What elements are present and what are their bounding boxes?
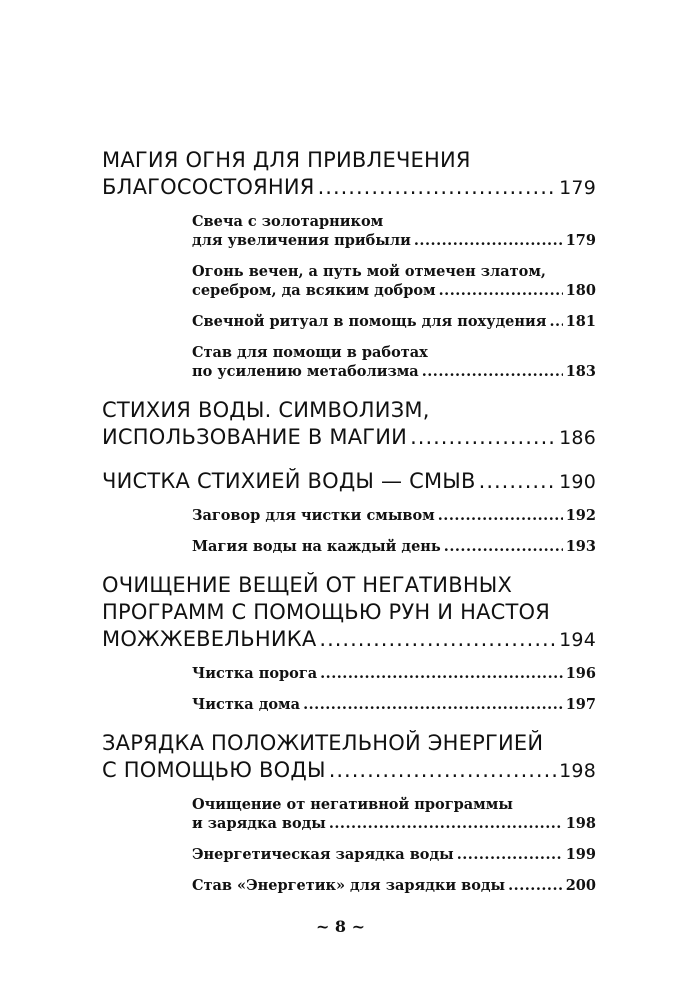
chapter-page-number: 186 [559, 427, 596, 449]
chapter-entry [102, 424, 596, 452]
chapter-entry [102, 468, 596, 496]
toc-chapter [102, 730, 596, 785]
dot-leader [444, 537, 563, 556]
dot-leader [318, 174, 557, 201]
toc-chapter [102, 147, 596, 202]
section-page-number: 196 [565, 665, 596, 682]
toc-section [192, 212, 596, 250]
section-page-number: 183 [565, 363, 596, 380]
toc-section [192, 695, 596, 714]
section-title-line: Став «Энергетик» для зарядки воды [192, 877, 506, 894]
toc-section [192, 343, 596, 381]
dot-leader [329, 814, 563, 833]
section-title-line: серебром, да всяким добром [192, 282, 436, 299]
chapter-page-number: 190 [559, 471, 596, 493]
dot-leader [508, 876, 563, 895]
dot-leader [303, 695, 563, 714]
dot-leader [457, 845, 563, 864]
dot-leader [320, 664, 563, 683]
dot-leader [414, 231, 563, 250]
section-title-line: и зарядка воды [192, 815, 326, 832]
section-title-line: Чистка дома [192, 696, 301, 713]
toc-section [192, 262, 596, 300]
dot-leader [549, 312, 562, 331]
toc-section [192, 312, 596, 331]
table-of-contents [102, 147, 596, 895]
section-page-number: 199 [565, 846, 596, 863]
chapter-page-number: 179 [559, 177, 596, 199]
toc-chapter [102, 572, 596, 654]
section-entry [192, 664, 596, 683]
section-title-line: Магия воды на каждый день [192, 538, 441, 555]
chapter-title-line: ОЧИЩЕНИЕ ВЕЩЕЙ ОТ НЕГАТИВНЫХ [102, 573, 513, 597]
chapter-title-line: ЗАРЯДКА ПОЛОЖИТЕЛЬНОЙ ЭНЕРГИЕЙ [102, 731, 544, 755]
toc-chapter [102, 468, 596, 496]
dot-leader [410, 424, 556, 451]
chapter-page-number: 194 [559, 629, 596, 651]
dot-leader [479, 468, 556, 495]
section-entry [192, 695, 596, 714]
dot-leader [422, 362, 563, 381]
section-entry [192, 231, 596, 250]
toc-section [192, 876, 596, 895]
section-page-number: 180 [565, 282, 596, 299]
page-number: ~ 8 ~ [315, 917, 366, 936]
toc-section [192, 664, 596, 683]
section-page-number: 197 [565, 696, 596, 713]
toc-section [192, 795, 596, 833]
section-title-line: Чистка порога [192, 665, 318, 682]
dot-leader [439, 281, 563, 300]
chapter-title-line: МОЖЖЕВЕЛЬНИКА [102, 627, 317, 651]
chapter-page-number: 198 [559, 760, 596, 782]
section-page-number: 193 [565, 538, 596, 555]
section-entry [192, 281, 596, 300]
chapter-title-line: МАГИЯ ОГНЯ ДЛЯ ПРИВЛЕЧЕНИЯ [102, 148, 471, 172]
section-title-line: Свечной ритуал в помощь для похудения [192, 313, 547, 330]
section-page-number: 181 [565, 313, 596, 330]
section-page-number: 179 [565, 232, 596, 249]
chapter-entry [102, 174, 596, 202]
chapter-title-line: ПРОГРАММ С ПОМОЩЬЮ РУН И НАСТОЯ [102, 600, 551, 624]
section-title-line: Очищение от негативной программы [192, 796, 513, 813]
chapter-title-line: ИСПОЛЬЗОВАНИЕ В МАГИИ [102, 425, 408, 449]
section-title-line: Став для помощи в работах [192, 344, 428, 361]
section-title-line: Энергетическая зарядка воды [192, 846, 454, 863]
section-entry [192, 876, 596, 895]
chapter-title-line: СТИХИЯ ВОДЫ. СИМВОЛИЗМ, [102, 398, 430, 422]
toc-section [192, 537, 596, 556]
section-title-line: Свеча с золотарником [192, 213, 384, 230]
section-entry [192, 312, 596, 331]
section-entry [192, 362, 596, 381]
dot-leader [438, 506, 563, 525]
section-page-number: 200 [565, 877, 596, 894]
section-title-line: Огонь вечен, а путь мой отмечен златом, [192, 263, 546, 280]
chapter-entry [102, 626, 596, 654]
chapter-entry [102, 757, 596, 785]
section-page-number: 192 [565, 507, 596, 524]
chapter-title-line: БЛАГОСОСТОЯНИЯ [102, 175, 315, 199]
section-entry [192, 845, 596, 864]
toc-chapter [102, 397, 596, 452]
chapter-title-line: ЧИСТКА СТИХИЕЙ ВОДЫ — СМЫВ [102, 469, 476, 493]
section-title-line: Заговор для чистки смывом [192, 507, 435, 524]
chapter-title-line: С ПОМОЩЬЮ ВОДЫ [102, 758, 326, 782]
dot-leader [329, 757, 556, 784]
section-title-line: по усилению метаболизма [192, 363, 419, 380]
toc-section [192, 845, 596, 864]
toc-section [192, 506, 596, 525]
section-title-line: для увеличения прибыли [192, 232, 411, 249]
section-entry [192, 537, 596, 556]
section-page-number: 198 [565, 815, 596, 832]
dot-leader [319, 626, 556, 653]
section-entry [192, 506, 596, 525]
section-entry [192, 814, 596, 833]
